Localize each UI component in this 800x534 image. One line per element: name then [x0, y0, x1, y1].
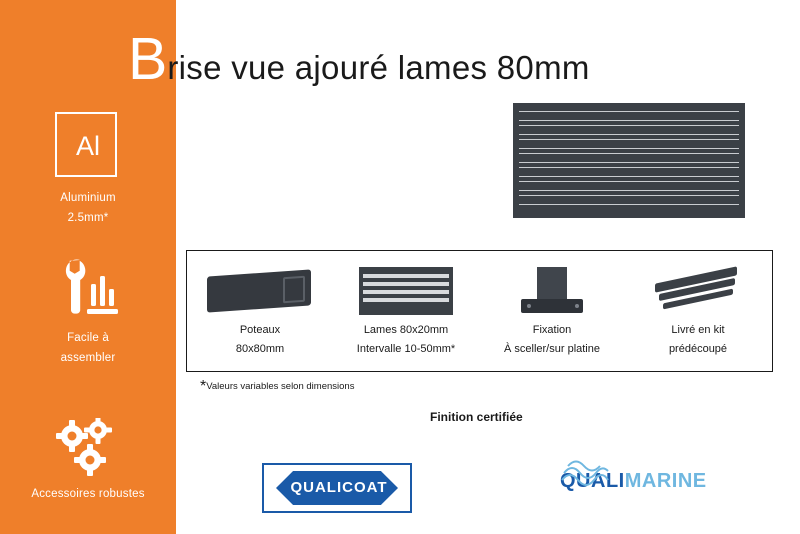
- title-drop-cap: B: [128, 26, 168, 92]
- panel-slat: [519, 139, 739, 149]
- feature-caption-2: À sceller/sur platine: [504, 343, 600, 355]
- panel-slat: [519, 167, 739, 177]
- feature-item-lames: [333, 251, 479, 371]
- qualimarine-logo: [560, 470, 710, 506]
- brise-vue-panel-image: [513, 103, 745, 218]
- panel-slat: [519, 153, 739, 163]
- sidebar-item-aluminium-label-1: Aluminium: [60, 192, 116, 204]
- qualimarine-logo-text-a: QUALI: [560, 470, 625, 492]
- feature-caption-1: Poteaux: [239, 324, 281, 336]
- aluminium-badge-label: Al: [75, 131, 100, 161]
- slats-icon: [333, 259, 479, 321]
- wave-icon: [558, 456, 610, 490]
- feature-caption-1: Livré en kit: [671, 324, 725, 336]
- qualicoat-logo-text: QUALICOAT: [290, 479, 388, 496]
- title-text: rise vue ajouré lames 80mm: [167, 49, 590, 86]
- qualicoat-logo: [262, 463, 412, 513]
- sidebar-item-accessories-label-1: Accessoires robustes: [31, 488, 145, 500]
- sidebar-item-accessories: [0, 484, 176, 504]
- qualimarine-logo-text-b: MARINE: [624, 470, 707, 492]
- panel-slat: [519, 111, 739, 121]
- features-box: [186, 250, 773, 372]
- sidebar-item-assembly: [0, 328, 176, 368]
- panel-slat: [519, 181, 739, 191]
- tools-icon: [0, 256, 176, 318]
- footnote-star: *: [200, 378, 207, 395]
- footnote: [200, 378, 354, 396]
- sidebar-item-assembly-label-2: assembler: [60, 352, 116, 364]
- feature-item-fixation: [479, 251, 625, 371]
- kit-profiles-icon: [625, 259, 771, 321]
- aluminium-square-icon: [55, 112, 117, 177]
- sidebar-item-assembly-label-1: Facile à: [67, 332, 109, 344]
- feature-caption-2: 80x80mm: [235, 343, 285, 355]
- page-title: [128, 28, 768, 90]
- panel-slat: [519, 125, 739, 135]
- gears-icon: [0, 418, 176, 476]
- feature-caption-1: Lames 80x20mm: [363, 324, 449, 336]
- feature-caption-2: prédécoupé: [668, 343, 728, 355]
- certification-heading: Finition certifiée: [430, 410, 523, 424]
- footnote-text: Valeurs variables selon dimensions: [206, 381, 355, 392]
- sidebar-item-aluminium: [0, 188, 176, 228]
- post-profile-icon: [187, 259, 333, 321]
- sidebar-item-aluminium-label-2: 2.5mm*: [67, 212, 109, 224]
- panel-slat: [519, 195, 739, 205]
- base-plate-icon: [479, 259, 625, 321]
- feature-item-poteaux: [187, 251, 333, 371]
- feature-caption-1: Fixation: [532, 324, 572, 336]
- feature-caption-2: Intervalle 10-50mm*: [356, 343, 456, 355]
- feature-item-kit: [625, 251, 771, 371]
